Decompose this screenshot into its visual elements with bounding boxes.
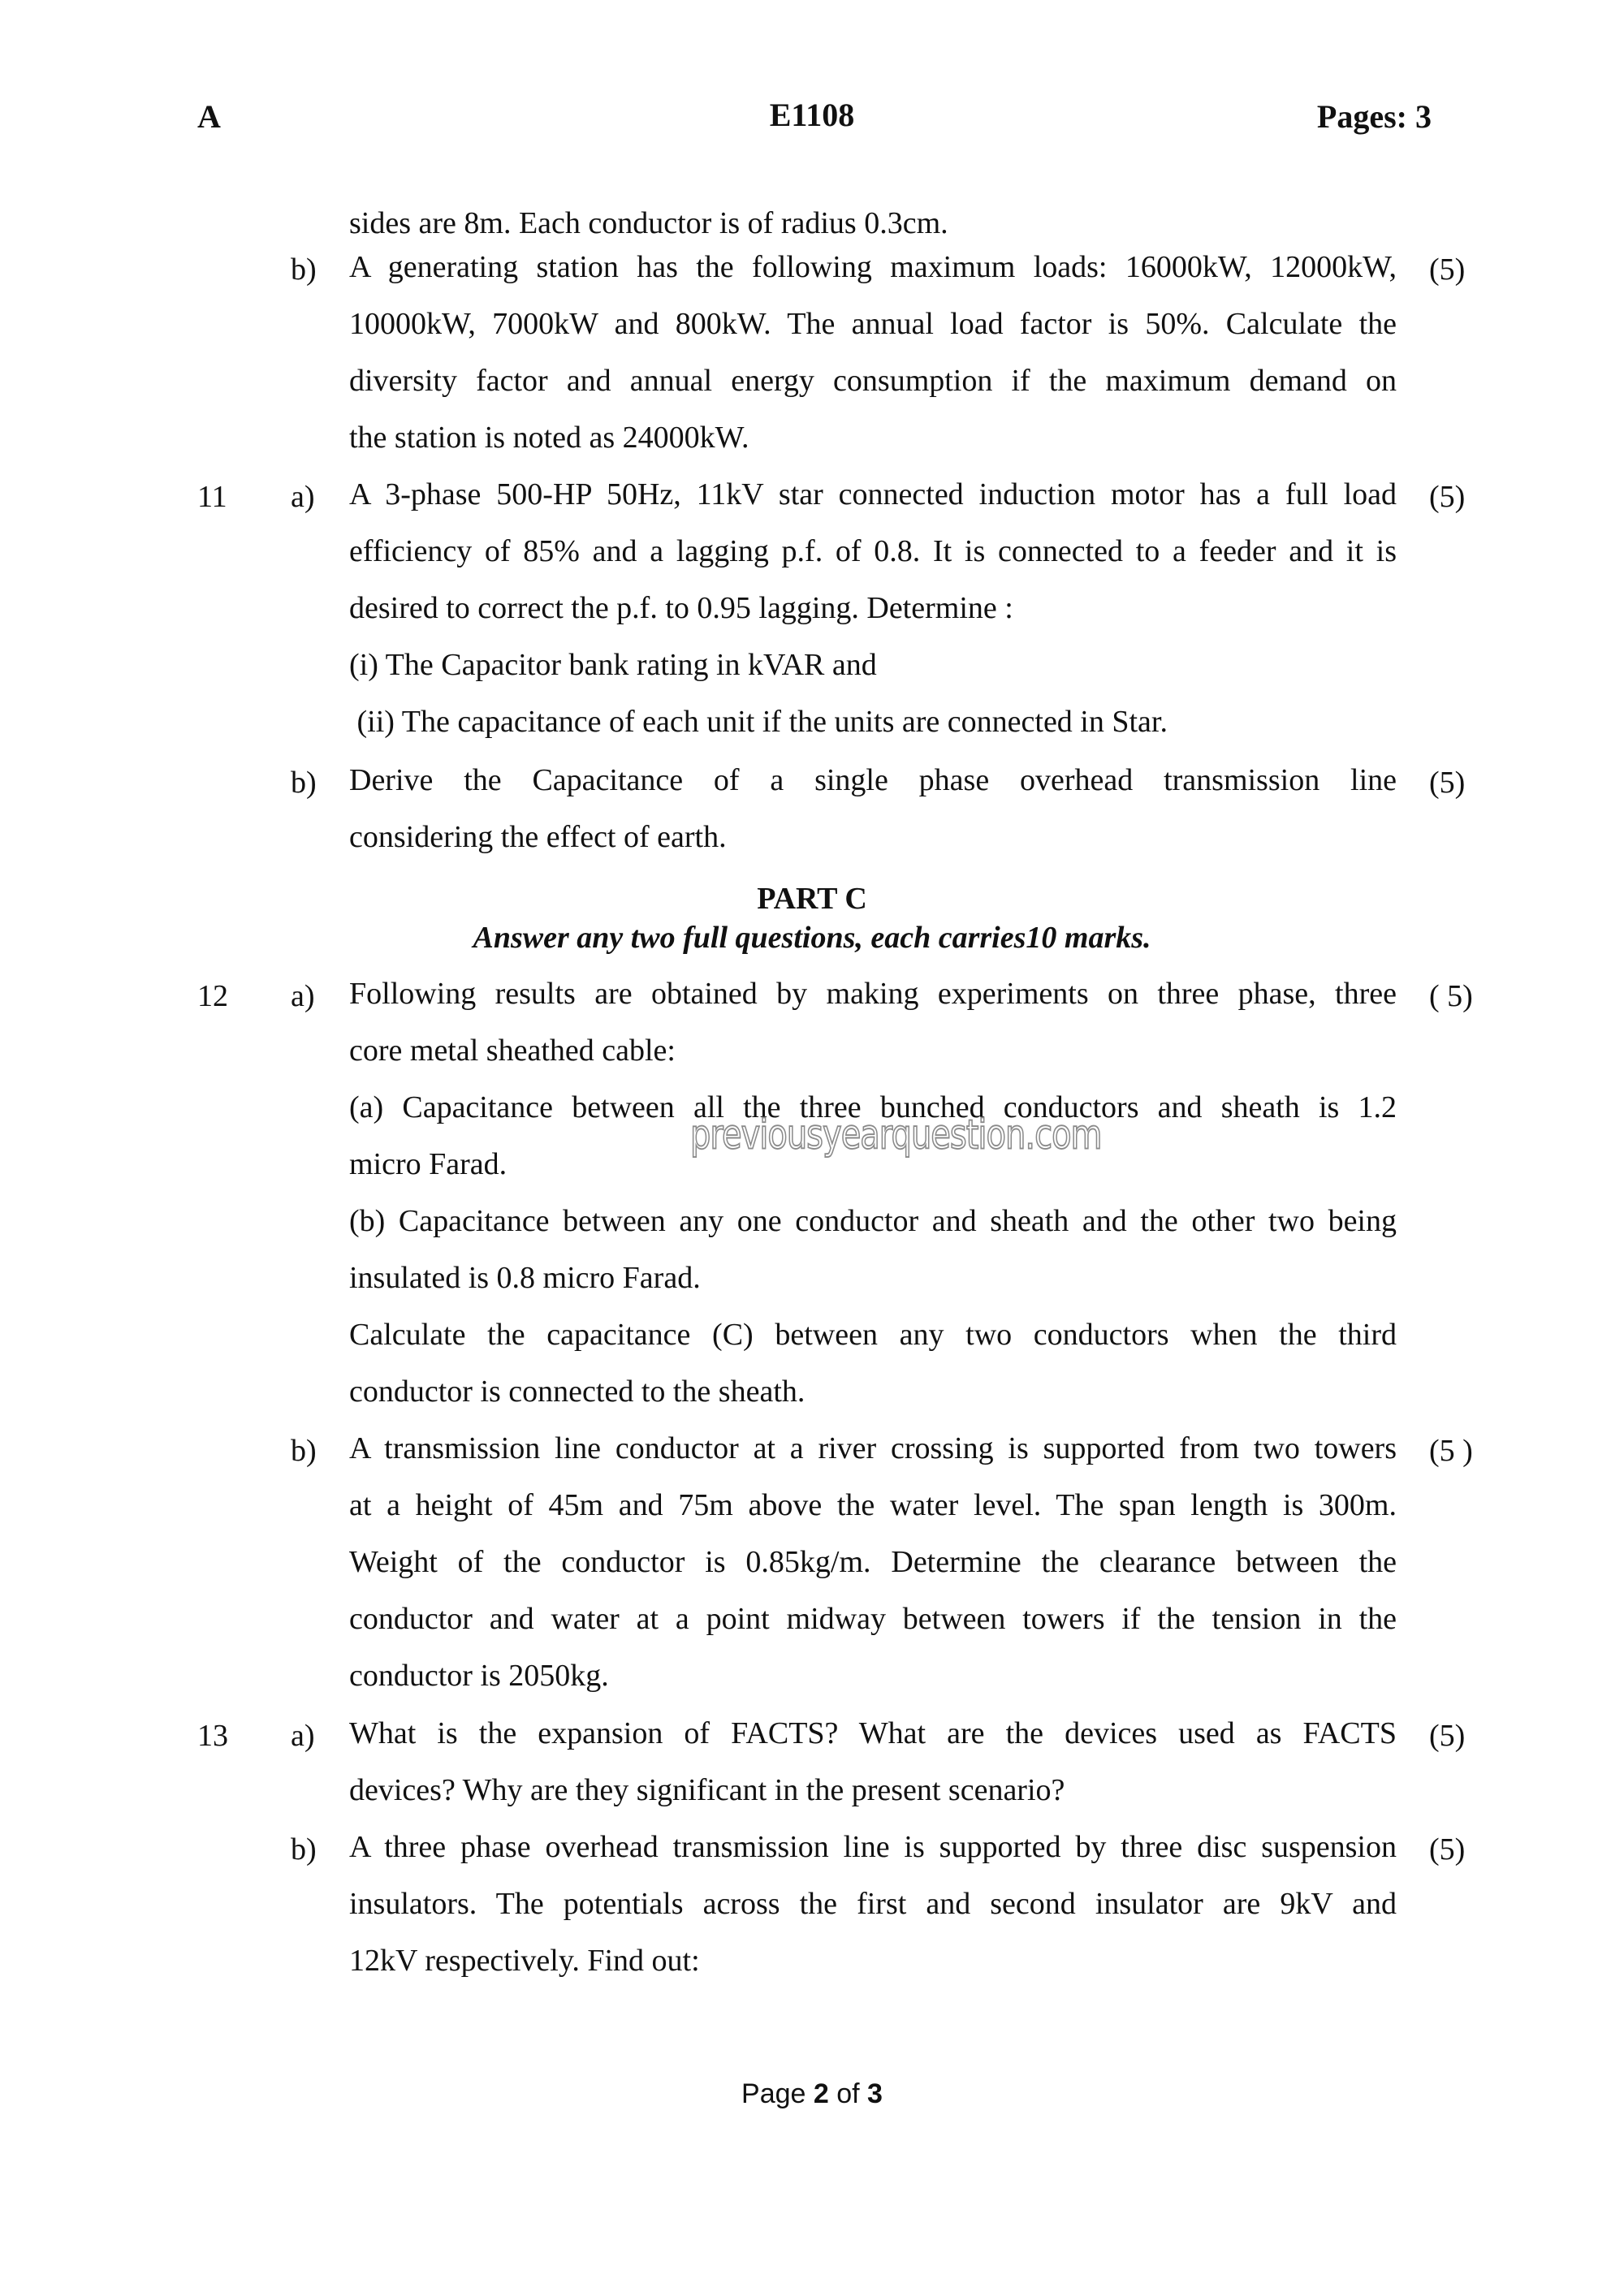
text-line: insulated is 0.8 micro Farad. (349, 1261, 701, 1295)
total-pages: 3 (867, 2078, 883, 2109)
text-line: conductor is connected to the sheath. (349, 1375, 806, 1409)
marks: (5) (1429, 480, 1466, 514)
question-number: 11 (197, 480, 227, 514)
part-c-instruction: Answer any two full questions, each carries10 marks. (473, 921, 1151, 955)
part-c-title: PART C (757, 882, 867, 916)
text-line: the station is noted as 24000kW. (349, 421, 749, 455)
paper-set-label: A (197, 98, 221, 135)
text-line: What is the expansion of FACTS? What are the devices used as FACTS (349, 1716, 1397, 1750)
sub-question-label: a) (291, 979, 315, 1013)
page-footer (0, 2078, 1624, 2110)
text-line: core metal sheathed cable: (349, 1034, 676, 1068)
sub-question-label: a) (291, 1719, 315, 1753)
sub-question-label: b) (291, 252, 317, 287)
marks: (5) (1429, 1832, 1466, 1867)
text-line: devices? Why are they significant in the present scenario? (349, 1773, 1065, 1807)
text-line: A generating station has the following maximum loads: 16000kW, 12000kW, (349, 250, 1397, 284)
text-line: efficiency of 85% and a lagging p.f. of 0.8. It is connected to a feeder and it is (349, 534, 1397, 568)
text-line: A 3-phase 500-HP 50Hz, 11kV star connected induction motor has a full load (349, 477, 1397, 511)
marks: (5) (1429, 252, 1466, 287)
text-line: sides are 8m. Each conductor is of radius 0.3cm. (349, 206, 948, 240)
footer-middle: of (828, 2078, 868, 2109)
text-line: desired to correct the p.f. to 0.95 lagging. Determine : (349, 591, 1013, 625)
marks: (5) (1429, 1719, 1466, 1753)
current-page: 2 (813, 2078, 829, 2109)
text-line: Following results are obtained by making experiments on three phase, three (349, 977, 1397, 1011)
text-line: conductor and water at a point midway between towers if the tension in the (349, 1602, 1397, 1636)
text-line: insulators. The potentials across the first and second insulator are 9kV and (349, 1887, 1397, 1921)
text-line: considering the effect of earth. (349, 820, 727, 854)
text-line: (i) The Capacitor bank rating in kVAR and (349, 648, 877, 682)
text-line: 12kV respectively. Find out: (349, 1944, 700, 1978)
text-line: Calculate the capacitance (C) between any two conductors when the third (349, 1318, 1397, 1352)
text-line: conductor is 2050kg. (349, 1659, 609, 1693)
marks: (5 ) (1429, 1434, 1473, 1468)
text-line: 10000kW, 7000kW and 800kW. The annual load factor is 50%. Calculate the (349, 307, 1397, 341)
sub-question-label: b) (291, 1434, 317, 1468)
paper-code: E1108 (769, 97, 855, 133)
text-line: Weight of the conductor is 0.85kg/m. Determine the clearance between the (349, 1545, 1397, 1579)
text-line: (a) Capacitance between all the three bunched conductors and sheath is 1.2 (349, 1090, 1397, 1124)
page-count: Pages: 3 (1316, 98, 1432, 135)
text-line: diversity factor and annual energy consumption if the maximum demand on (349, 364, 1397, 398)
sub-question-label: b) (291, 1832, 317, 1867)
sub-question-label: a) (291, 480, 315, 514)
text-line: at a height of 45m and 75m above the water level. The span length is 300m. (349, 1488, 1397, 1522)
marks: (5) (1429, 766, 1466, 800)
watermark: previousyearquestion.com (690, 1111, 1102, 1159)
text-line: micro Farad. (349, 1147, 508, 1181)
text-line: (ii) The capacitance of each unit if the units are connected in Star. (349, 705, 1168, 739)
sub-question-label: b) (291, 766, 317, 800)
marks: ( 5) (1429, 979, 1473, 1013)
text-line: (b) Capacitance between any one conductor and sheath and the other two being (349, 1204, 1397, 1238)
question-number: 12 (197, 979, 228, 1013)
question-number: 13 (197, 1719, 228, 1753)
text-line: Derive the Capacitance of a single phase overhead transmission line (349, 763, 1397, 797)
text-line: A three phase overhead transmission line is supported by three disc suspension (349, 1830, 1397, 1864)
footer-prefix: Page (741, 2078, 814, 2109)
text-line: A transmission line conductor at a river crossing is supported from two towers (349, 1431, 1397, 1465)
